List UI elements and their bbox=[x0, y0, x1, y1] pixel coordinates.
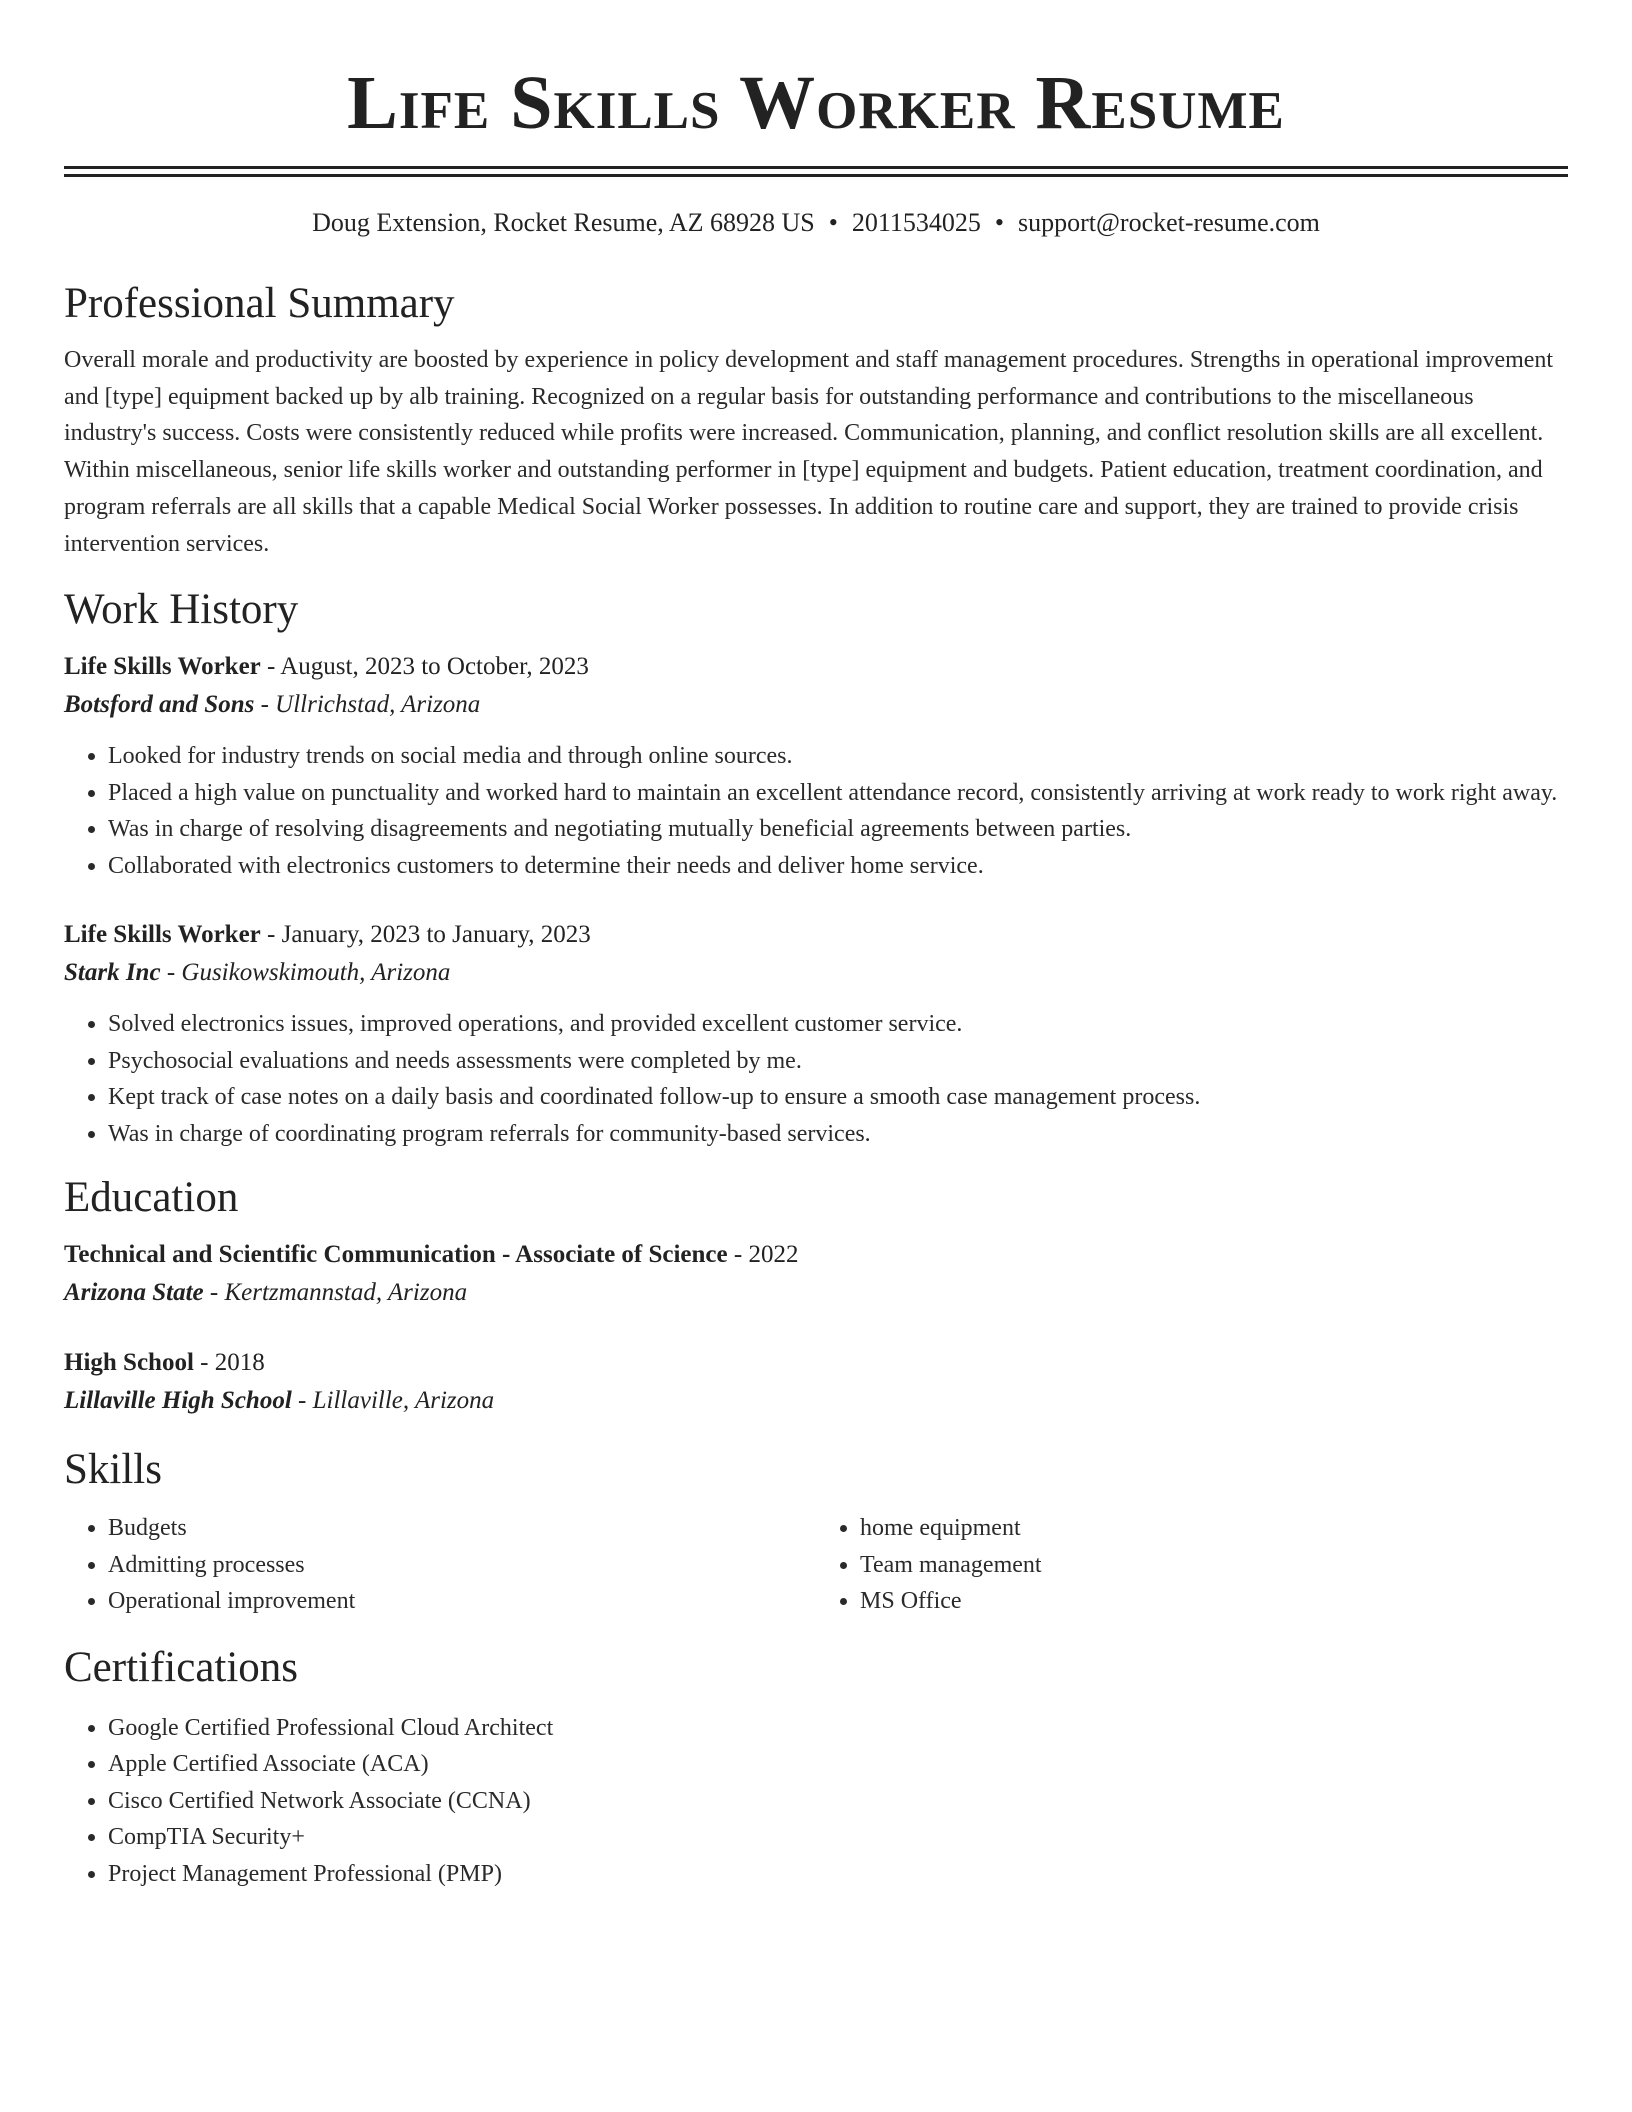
degree-line bbox=[64, 1344, 1568, 1382]
skill-item: • Admitting processes bbox=[108, 1547, 816, 1584]
summary-text: Overall morale and productivity are boosted by experience in policy development and staff management procedures. Strengths in operational improvement and [type] equipment backed up by alb training. Recognized on a regular basis for outstanding performance and contributions to the miscellaneous industry's success. Costs were consistently reduced while profits were increased. Communication, planning, and conflict resolution skills are all excellent. Within miscellaneous, senior life skills worker and outstanding performer in [type] equipment and budgets. Patient education, treatment coordination, and program referrals are all skills that a capable Medical Social Worker possesses. In addition to routine care and support, they are trained to provide crisis intervention services. bbox=[64, 347, 1554, 557]
job-title-line bbox=[64, 916, 1568, 954]
skill-item: • MS Office bbox=[860, 1583, 1568, 1620]
skills-columns bbox=[64, 1510, 1568, 1620]
skills-list-right bbox=[816, 1510, 1568, 1620]
certification-item: • Cisco Certified Network Associate (CCNA) bbox=[108, 1783, 1568, 1820]
job-bullet: • Was in charge of coordinating program referrals for community-based services. bbox=[108, 1116, 1568, 1153]
job-location: - Gusikowskimouth, Arizona bbox=[160, 959, 451, 987]
certification-item: • CompTIA Security+ bbox=[108, 1819, 1568, 1856]
certification-item: • Google Certified Professional Cloud Architect bbox=[108, 1710, 1568, 1747]
job-company-line bbox=[64, 686, 1568, 724]
school-line bbox=[64, 1382, 1568, 1420]
school-line bbox=[64, 1274, 1568, 1312]
resume-title: Life Skills Worker Resume bbox=[347, 61, 1285, 145]
job-company: Botsford and Sons bbox=[64, 691, 255, 719]
job-bullet: • Psychosocial evaluations and needs assessments were completed by me. bbox=[108, 1043, 1568, 1080]
job-company: Stark Inc bbox=[64, 959, 161, 987]
skill-item: • Operational improvement bbox=[108, 1583, 816, 1620]
skills-list-left bbox=[64, 1510, 816, 1620]
school-location: - Kertzmannstad, Arizona bbox=[203, 1279, 468, 1307]
contact-address: Doug Extension, Rocket Resume, AZ 68928 US bbox=[312, 208, 815, 237]
degree-line bbox=[64, 1236, 1568, 1274]
education-entry bbox=[64, 1344, 1568, 1420]
education-heading: Education bbox=[64, 1174, 239, 1222]
job-company-line bbox=[64, 954, 1568, 992]
contact-email: support@rocket-resume.com bbox=[1017, 208, 1320, 237]
certification-item: • Apple Certified Associate (ACA) bbox=[108, 1746, 1568, 1783]
job-dates: - August, 2023 to October, 2023 bbox=[260, 653, 589, 681]
degree-year: - 2018 bbox=[193, 1349, 265, 1377]
job-bullet: • Was in charge of resolving disagreements and negotiating mutually beneficial agreements between parties. bbox=[108, 811, 1568, 848]
job-bullet: • Looked for industry trends on social media and through online sources. bbox=[108, 738, 1568, 775]
job-bullet-list bbox=[64, 738, 1568, 884]
school-name: Lillaville High School bbox=[64, 1387, 292, 1415]
skill-item: • Budgets bbox=[108, 1510, 816, 1547]
job-bullet-list bbox=[64, 1006, 1568, 1152]
job-bullet: • Kept track of case notes on a daily basis and coordinated follow-up to ensure a smooth case management process. bbox=[108, 1079, 1568, 1116]
summary-heading: Professional Summary bbox=[64, 280, 455, 327]
work-history-heading: Work History bbox=[64, 586, 299, 634]
certifications-heading: Certifications bbox=[64, 1643, 299, 1691]
job-bullet: • Placed a high value on punctuality and worked hard to maintain an excellent attendance record, consistently arriving at work ready to work right away. bbox=[108, 775, 1568, 812]
school-location: - Lillaville, Arizona bbox=[291, 1387, 495, 1415]
skill-item: • home equipment bbox=[860, 1510, 1568, 1547]
job-entry bbox=[64, 916, 1568, 1152]
skill-item: • Team management bbox=[860, 1547, 1568, 1584]
contact-line bbox=[64, 206, 1568, 240]
contact-phone: 2011534025 bbox=[851, 208, 981, 237]
degree-name: Technical and Scientific Communication - Associate of Science bbox=[64, 1241, 728, 1269]
job-dates: - January, 2023 to January, 2023 bbox=[260, 921, 591, 949]
job-title: Life Skills Worker bbox=[64, 653, 261, 681]
job-location: - Ullrichstad, Arizona bbox=[254, 691, 481, 719]
contact-separator: • bbox=[994, 208, 1004, 237]
skills-heading: Skills bbox=[64, 1446, 162, 1494]
degree-year: - 2022 bbox=[727, 1241, 799, 1269]
school-name: Arizona State bbox=[64, 1279, 204, 1307]
job-bullet: • Collaborated with electronics customers to determine their needs and deliver home service. bbox=[108, 848, 1568, 885]
education-entry bbox=[64, 1236, 1568, 1312]
certifications-list bbox=[64, 1710, 1568, 1893]
degree-name: High School bbox=[64, 1349, 194, 1377]
job-title-line bbox=[64, 648, 1568, 686]
certification-item: • Project Management Professional (PMP) bbox=[108, 1856, 1568, 1893]
job-bullet: • Solved electronics issues, improved operations, and provided excellent customer service. bbox=[108, 1006, 1568, 1043]
job-title: Life Skills Worker bbox=[64, 921, 261, 949]
job-entry bbox=[64, 648, 1568, 884]
title-double-rule bbox=[64, 166, 1568, 177]
contact-separator: • bbox=[828, 208, 838, 237]
